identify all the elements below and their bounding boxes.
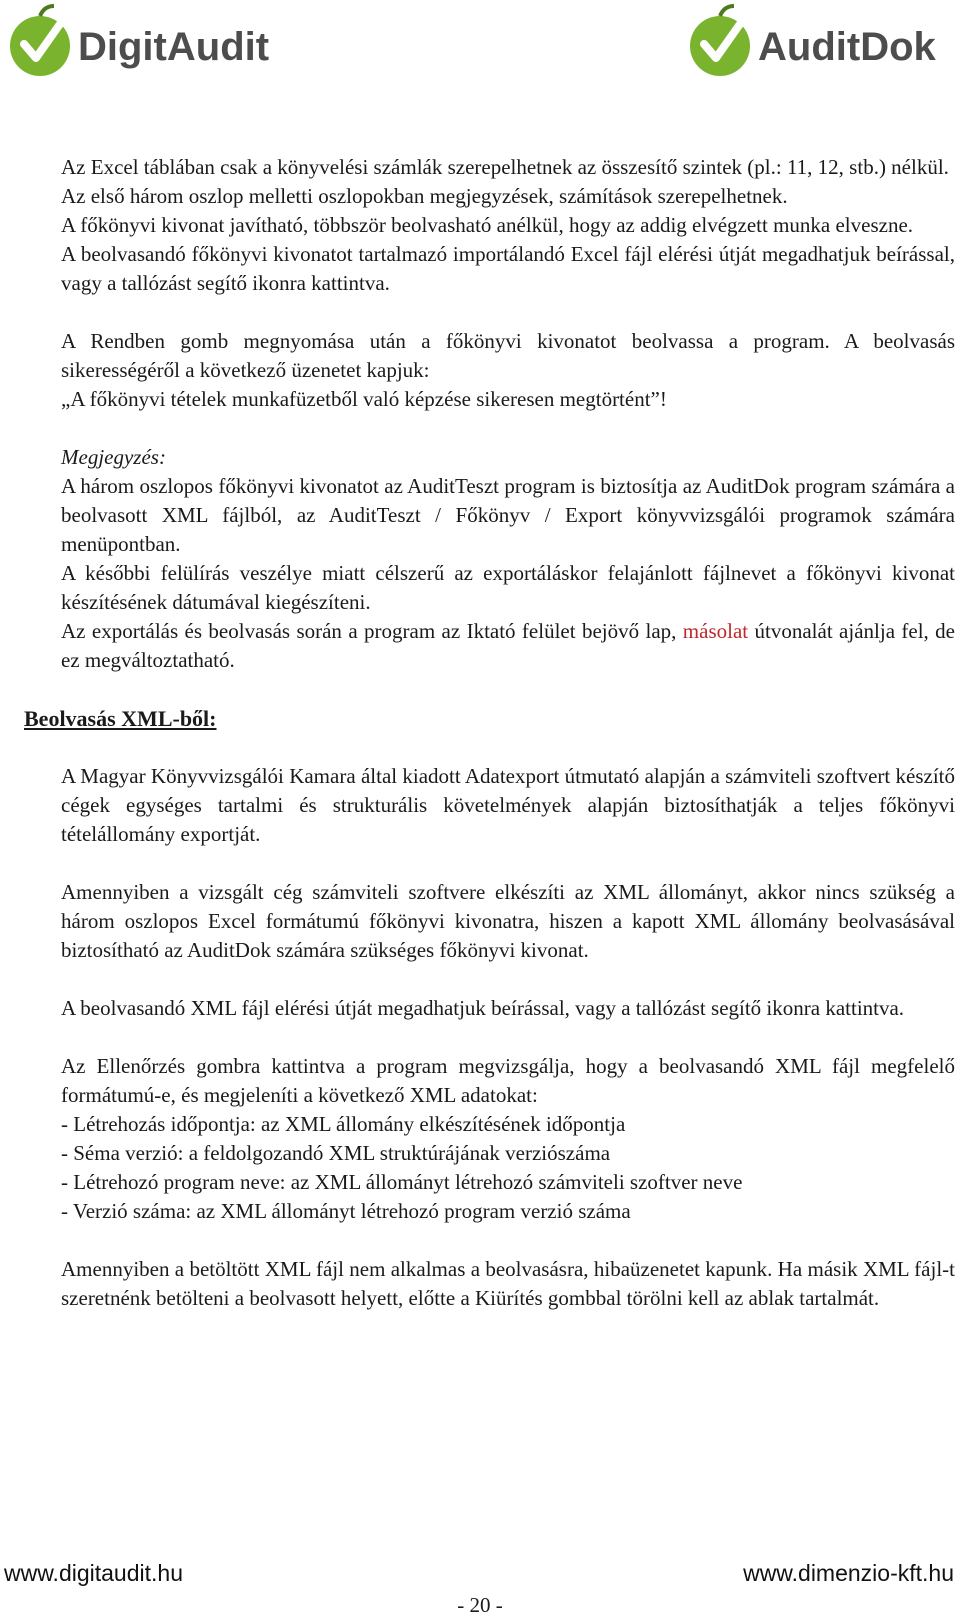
paragraph: A Rendben gomb megnyomása után a főkönyvi kivonatot beolvassa a program. A beolvasás sikerességéről a következő üzenetet kapjuk:	[61, 329, 955, 382]
paragraph-start: Az exportálás és beolvasás során a program az Iktató felület bejövő lap,	[61, 619, 677, 643]
paragraph: A beolvasandó XML fájl elérési útját megadhatjuk beírással, vagy a tallózást segítő ikonra kattintva.	[61, 996, 905, 1020]
paragraph: Amennyiben a betöltött XML fájl nem alkalmas a beolvasásra, hibaüzenetet kapunk. Ha másik XML fájl-t szeretnénk betölteni a beolvasott helyett, előtte a Kiürítés gombbal törölni kell az ablak tartalmát.	[61, 1257, 955, 1310]
paragraph: Az Ellenőrzés gombra kattintva a program megvizsgálja, hogy a beolvasandó XML fájl megfelelő formátumú-e, és megjeleníti a következő XML adatokat:	[61, 1054, 955, 1107]
paragraph: Az Excel táblában csak a könyvelési számlák szerepelhetnek az összesítő szintek (pl.: 11, 12, stb.) nélkül.	[61, 155, 949, 179]
list-item: - Létrehozó program neve: az XML állományt létrehozó számviteli szoftver neve	[61, 1170, 743, 1194]
paragraph: Az első három oszlop melletti oszlopokban megjegyzések, számítások szerepelhetnek.	[61, 184, 788, 208]
list-item: - Létrehozás időpontja: az XML állomány elkészítésének időpontja	[61, 1112, 626, 1136]
svg-text:AuditDok: AuditDok	[758, 25, 936, 69]
digitaudit-logo	[4, 4, 274, 84]
paragraph: A Magyar Könyvvizsgálói Kamara által kiadott Adatexport útmutató alapján a számviteli szoftvert készítő cégek egységes tartalmi és strukturális követelmények alapján biztosíthatják a teljes főkönyvi tételállomány exportját.	[61, 764, 955, 846]
list-item: - Verzió száma: az XML állományt létrehozó program verzió száma	[61, 1199, 631, 1223]
section-heading: Beolvasás XML-ből:	[24, 706, 217, 731]
paragraph: A beolvasandó főkönyvi kivonatot tartalmazó importálandó Excel fájl elérési útját megadhatjuk beírással, vagy a tallózást segítő ikonra kattintva.	[61, 242, 955, 295]
success-message-quote: „A főkönyvi tételek munkafüzetből való képzése sikeresen megtörtént”!	[61, 387, 667, 411]
page-number: - 20 -	[457, 1593, 503, 1617]
paragraph	[61, 617, 955, 675]
note-label: Megjegyzés:	[61, 445, 166, 469]
paragraph-end: útvonalát ajánlja fel, de ez megváltoztatható.	[61, 619, 955, 672]
auditdok-logo	[684, 4, 954, 84]
paragraph: Amennyiben a vizsgált cég számviteli szoftvere elkészíti az XML állományt, akkor nincs szükség a három oszlopos Excel formátumú főkönyvi kivonatra, hiszen a kapott XML állomány beolvasásával biztosítható az AuditDok számára szükséges főkönyvi kivonat.	[61, 880, 955, 962]
paragraph: A későbbi felülírás veszélye miatt célszerű az exportáláskor felajánlott fájlnevet a főkönyvi kivonat készítésének dátumával kiegészíteni.	[61, 561, 955, 614]
highlighted-word: másolat	[682, 619, 749, 643]
svg-text:DigitAudit: DigitAudit	[78, 25, 270, 69]
list-item: - Séma verzió: a feldolgozandó XML struktúrájának verziószáma	[61, 1141, 611, 1165]
footer-link-dimenzio[interactable]: www.dimenzio-kft.hu	[743, 1560, 954, 1586]
footer-link-digitaudit[interactable]: www.digitaudit.hu	[4, 1560, 183, 1586]
paragraph: A főkönyvi kivonat javítható, többször beolvasható anélkül, hogy az addig elvégzett munka elveszne.	[61, 213, 914, 237]
paragraph: A három oszlopos főkönyvi kivonatot az AuditTeszt program is biztosítja az AuditDok program számára a beolvasott XML fájlból, az AuditTeszt / Főkönyv / Export könyvvizsgálói programok számára menüpontban.	[61, 474, 955, 556]
document-body	[24, 153, 955, 1313]
